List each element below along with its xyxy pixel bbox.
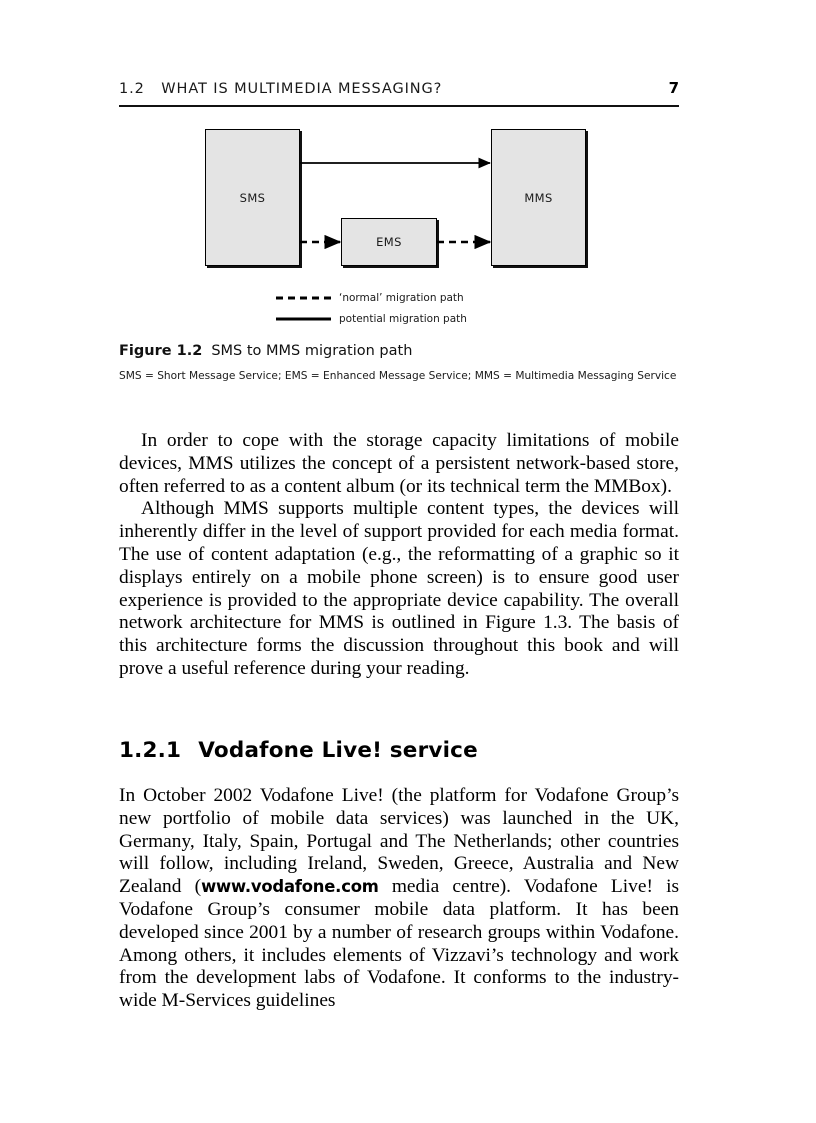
paragraph-vodafone-live-part2: media centre). Vodafone Live! is Vodafone Group’s consumer mobile data platform. It has been developed since 2001 by a number of research groups within Vodafone. Among others, it includes elements of Vizzavi’s technology and work from the development labs of Vodafone. It conforms to the industry-wide M-Services guidelines [119,876,680,1012]
body-text-block-2 [119,785,679,1013]
migration-path-diagram [119,120,679,275]
body-text-block-1 [119,430,679,681]
running-header [119,79,679,109]
legend-item-normal [119,287,679,308]
legend-item-potential [119,308,679,329]
running-header-text: WHAT IS MULTIMEDIA MESSAGING? [161,81,443,97]
paragraph-vodafone-live-part1: In October 2002 Vodafone Live! (the platform for Vodafone Group’s new portfolio of mobile data services) was launched in the UK, Germany, Italy, Spain, Portugal and The Netherlands; other countries will follow, including Ireland, Sweden, Greece, Australia and New Zealand ( [119,785,679,898]
paragraph-storage-capacity: In order to cope with the storage capacity limitations of mobile devices, MMS utilizes the concept of a persistent network-based store, often referred to as a content album (or its technical term the MMBox). [119,430,679,497]
figure-caption-main [119,342,682,362]
figure-caption-number: Figure 1.2 [119,343,203,359]
paragraph-content-types: Although MMS supports multiple content types, the devices will inherently differ in the level of support provided for each media format. The use of content adaptation (e.g., the reformatting of a graphic so it displays entirely on a mobile phone screen) is to ensure good user experience is provided to the appropriate device capability. The overall network architecture for MMS is outlined in Figure 1.3. The basis of this architecture forms the discussion throughout this book and will prove a useful reference during your reading. [119,498,679,679]
diagram-node-sms-label: SMS [239,190,266,205]
diagram-arrows [119,120,679,275]
figure-caption-text: SMS to MMS migration path [211,343,413,359]
section-heading-1-2-1 [119,738,679,763]
vodafone-website-link[interactable]: www.vodafone.com [201,877,379,897]
diagram-node-mms-label: MMS [524,190,553,205]
dashed-line-icon [276,292,333,304]
solid-line-icon [276,313,333,325]
paragraph-vodafone-live [119,785,679,1013]
running-header-row [119,79,679,101]
diagram-node-ems-label: EMS [376,235,402,249]
section-number: 1.2.1 [119,738,182,763]
legend-label-potential: potential migration path [339,312,467,325]
legend-label-normal: ‘normal’ migration path [339,291,464,304]
figure-caption [119,342,682,385]
running-header-section-number: 1.2 [119,81,145,97]
figure-legend [119,287,679,329]
running-header-title [119,81,442,97]
figure-1-2 [119,120,679,345]
running-header-rule [119,105,679,107]
figure-caption-note: SMS = Short Message Service; EMS = Enhanced Message Service; MMS = Multimedia Messaging Service [119,369,677,382]
page-number: 7 [668,79,679,97]
section-title: Vodafone Live! service [198,738,478,763]
